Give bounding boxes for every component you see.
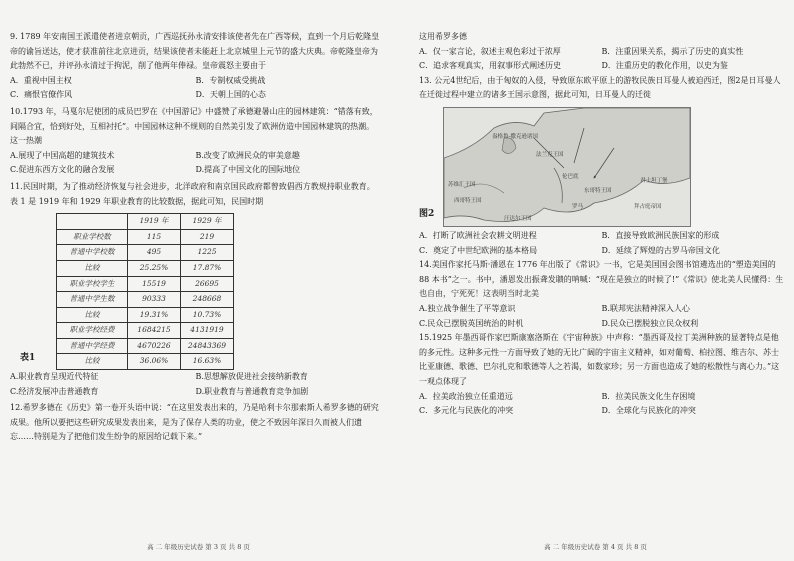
q12-option-c: C．追求客观真实，用叙事形式阐述历史 (419, 61, 562, 71)
figure-label: 图2 (419, 208, 435, 219)
q9-option-a: A．重视中国主权 (10, 75, 72, 85)
q10-option-d: D.提高了中国文化的国际地位 (195, 165, 301, 175)
table-header-cell: 1929 年 (181, 214, 234, 230)
table-row (57, 245, 234, 261)
table-cell: 19.31% (128, 307, 181, 323)
q14-option-d: D.民众已摆脱独立民众权利 (601, 318, 699, 328)
q9-option-d: D．天朝上国的心态 (195, 90, 266, 100)
q11-option-d: D.职业教育与普通教育竞争加剧 (195, 386, 309, 396)
q11-table (56, 213, 234, 370)
q12-stem: 12.希罗多德在《历史》第一卷开头语中说：“在这里发表出来的，乃是哈利卡尔那索斯人希罗多德的研究成果。他所以要把这些研究成果发表出来，是为了保存人类的功业，使之不致因年深日久而被人们遗忘……特别是为了把他们发生纷争的原因给记载下来。” (10, 403, 379, 442)
table-cell: 比较 (57, 307, 128, 323)
q10-option-b: B.改变了欧洲民众的审美意趣 (195, 150, 300, 160)
q15-option-d: D．全球化与民族化的冲突 (601, 406, 696, 416)
map-label: 西哥特王国 (454, 197, 482, 204)
q13-option-c: C．奠定了中世纪欧洲的基本格局 (419, 245, 538, 255)
right-page (397, 0, 794, 561)
table-cell: 25.25% (128, 260, 181, 276)
table-cell: 职业学校数 (57, 229, 128, 245)
table-label: 表1 (20, 353, 36, 364)
map-label: 拜占庭帝国 (634, 203, 662, 210)
table-cell: 4131919 (181, 323, 234, 339)
page-footer: 高 二 年级历史试卷 第 4 页 共 8 页 (544, 543, 647, 552)
table-cell: 16.63% (181, 354, 234, 370)
q13-option-d: D．延续了辉煌的古罗马帝国文化 (601, 245, 720, 255)
q13-option-b: B．直接导致欧洲民族国家的形成 (601, 230, 720, 240)
q14-stem: 14.美国作家托马斯·潘恩在 1776 年出版了《常识》一书，它是美国国会图书馆遴选出的“塑造美国的 88 本书”之一。书中，潘恩发出振聋发聩的呐喊：“现在是独立的时候了!”《常识》使北美人民懂得：生也自由，宁死死！这表明当时北美 (419, 260, 784, 299)
q13-options (419, 229, 784, 258)
table-row (57, 307, 234, 323)
table-cell: 10.73% (181, 307, 234, 323)
table-row (57, 323, 234, 339)
table-cell: 普通中学经费 (57, 338, 128, 354)
map-label: 伦巴底 (562, 173, 579, 180)
map-label: 法兰克王国 (536, 151, 564, 158)
table-cell: 15519 (128, 276, 181, 292)
table-cell: 职业学校经费 (57, 323, 128, 339)
table-cell: 17.87% (181, 260, 234, 276)
q15-options (419, 390, 784, 419)
table-cell: 普通中学校数 (57, 245, 128, 261)
q14-option-a: A.独立战争催生了平等意识 (419, 303, 516, 313)
q12-option-a: A．仅一家言论，叙述主观色彩过于浓厚 (419, 46, 561, 56)
q11-stem: 11.民国时期，为了推动经济恢复与社会进步，北洋政府和南京国民政府都曾致倡西方教规持职业教育。表 1 是 1919 年和 1929 年职业教育的比较数据，据此可知，民国时期 (10, 181, 375, 206)
map-label: 君士坦丁堡 (640, 177, 668, 184)
q12-options (419, 45, 784, 74)
map-label: 汪达尔王国 (504, 215, 532, 222)
q10-option-a: A.展现了中国高超的建筑技术 (10, 150, 115, 160)
q9-option-b: B．专制权威受挑战 (195, 75, 266, 85)
q12-option-d: D．注重历史的教化作用，以史为鉴 (601, 61, 728, 71)
map-label: 盎格鲁-撒克逊诸国 (492, 133, 538, 140)
map-label: 罗马 (572, 203, 584, 210)
q11-option-a: A.职业教育呈现近代特征 (10, 372, 99, 382)
q10-options (10, 149, 381, 178)
table-cell: 24843369 (181, 338, 234, 354)
table-cell: 4670226 (128, 338, 181, 354)
q10-option-c: C.促进东西方文化的融合发展 (10, 165, 115, 175)
migration-map (443, 107, 691, 227)
q15-option-a: A．拉美政治独立任重道远 (419, 391, 513, 401)
q11-option-b: B.思想解放促进社会接纳新教育 (195, 372, 308, 382)
q15-option-c: C．多元化与民族化的冲突 (419, 406, 514, 416)
table-cell: 495 (128, 245, 181, 261)
table-row (57, 292, 234, 308)
table-row (57, 260, 234, 276)
table-cell: 90333 (128, 292, 181, 308)
table-header-cell: 1919 年 (128, 214, 181, 230)
q14-options (419, 302, 784, 331)
q13-stem: 13. 公元4世纪后，由于匈奴的入侵，导致原东欧平原上的游牧民族日耳曼人被迫西迁，图2是日耳曼人在迁徙过程中建立的诸多王国示意图，据此可知，日耳曼人的迁徙 (419, 75, 781, 100)
table-cell: 职业学校学生 (57, 276, 128, 292)
q10-stem: 10.1793 年，马戛尔尼使团的成员巴罗在《中国游记》中盛赞了承德避暑山庄的园林建筑：“错落有致，间隔合宜，恰到好处，互相衬托”。中国园林这种不规则的自然美引发了欧洲仿造中国园林建筑的热潮。这一热潮 (10, 106, 378, 146)
table-cell: 1684215 (128, 323, 181, 339)
q12-option-b: B．注重因果关系，揭示了历史的真实性 (601, 46, 744, 56)
table-row (57, 354, 234, 370)
table-cell: 1225 (181, 245, 234, 261)
table-row (57, 214, 234, 230)
q9-options (10, 74, 381, 103)
q11-options (10, 370, 381, 399)
table-row (57, 338, 234, 354)
q15-option-b: B．拉美民族文化生存困境 (601, 391, 696, 401)
page-footer: 高 二 年级历史试卷 第 3 页 共 8 页 (147, 543, 250, 552)
table-cell: 219 (181, 229, 234, 245)
map-label: 东哥特王国 (584, 187, 612, 194)
q13-option-a: A．打断了欧洲社会农耕文明进程 (419, 230, 537, 240)
q11-table-wrap (10, 213, 381, 370)
q9-stem: 9. 1789 年安南国王派遣使者进京朝贡，广西巡抚孙永清安排该使者先在广西等候，直到一个月后乾隆皇帝的谕旨送达，使才获准前往北京进贡，结果该使者未能赶上北京城里上元节的盛大庆典。帝乾隆皇帝为此勃然不已，并评孙永清过于拘泥，削了他两年俸禄。皇帝震怒主要由于 (10, 32, 380, 71)
q12-continued: 这用希罗多德 (419, 32, 467, 41)
table-cell: 115 (128, 229, 181, 245)
q14-option-b: B.联邦宪法精神深入人心 (601, 303, 690, 313)
table-cell: 36.06% (128, 354, 181, 370)
figure-2 (419, 107, 784, 229)
map-label: 苏维汇王国 (448, 181, 476, 188)
q11-option-c: C.经济发展冲击普通教育 (10, 386, 99, 396)
table-row (57, 276, 234, 292)
q15-stem: 15.1925 年墨西哥作家巴斯康塞洛斯在《宇宙种族》中声称：“墨西哥及拉丁美洲种族的显著特点是他的多元性。这种多元性一方面导致了她的无比广阔的宇宙主义精神，如对葡萄、柏拉图、维吉尔、苏士比亚康德、歌德、巴尔扎克和歌德等人之若渴，如数家珍；另一方面也造成了她的松散性与离心力。”这一观点体现了 (419, 333, 780, 386)
table-cell: 248668 (181, 292, 234, 308)
table-cell: 比较 (57, 354, 128, 370)
q14-option-c: C.民众已摆脱英国统治的时机 (419, 318, 524, 328)
q9-option-c: C．痛恨官僚作风 (10, 90, 73, 100)
table-header-cell (57, 214, 128, 230)
table-row (57, 229, 234, 245)
table-cell: 普通中学生数 (57, 292, 128, 308)
table-cell: 比较 (57, 260, 128, 276)
table-cell: 26695 (181, 276, 234, 292)
